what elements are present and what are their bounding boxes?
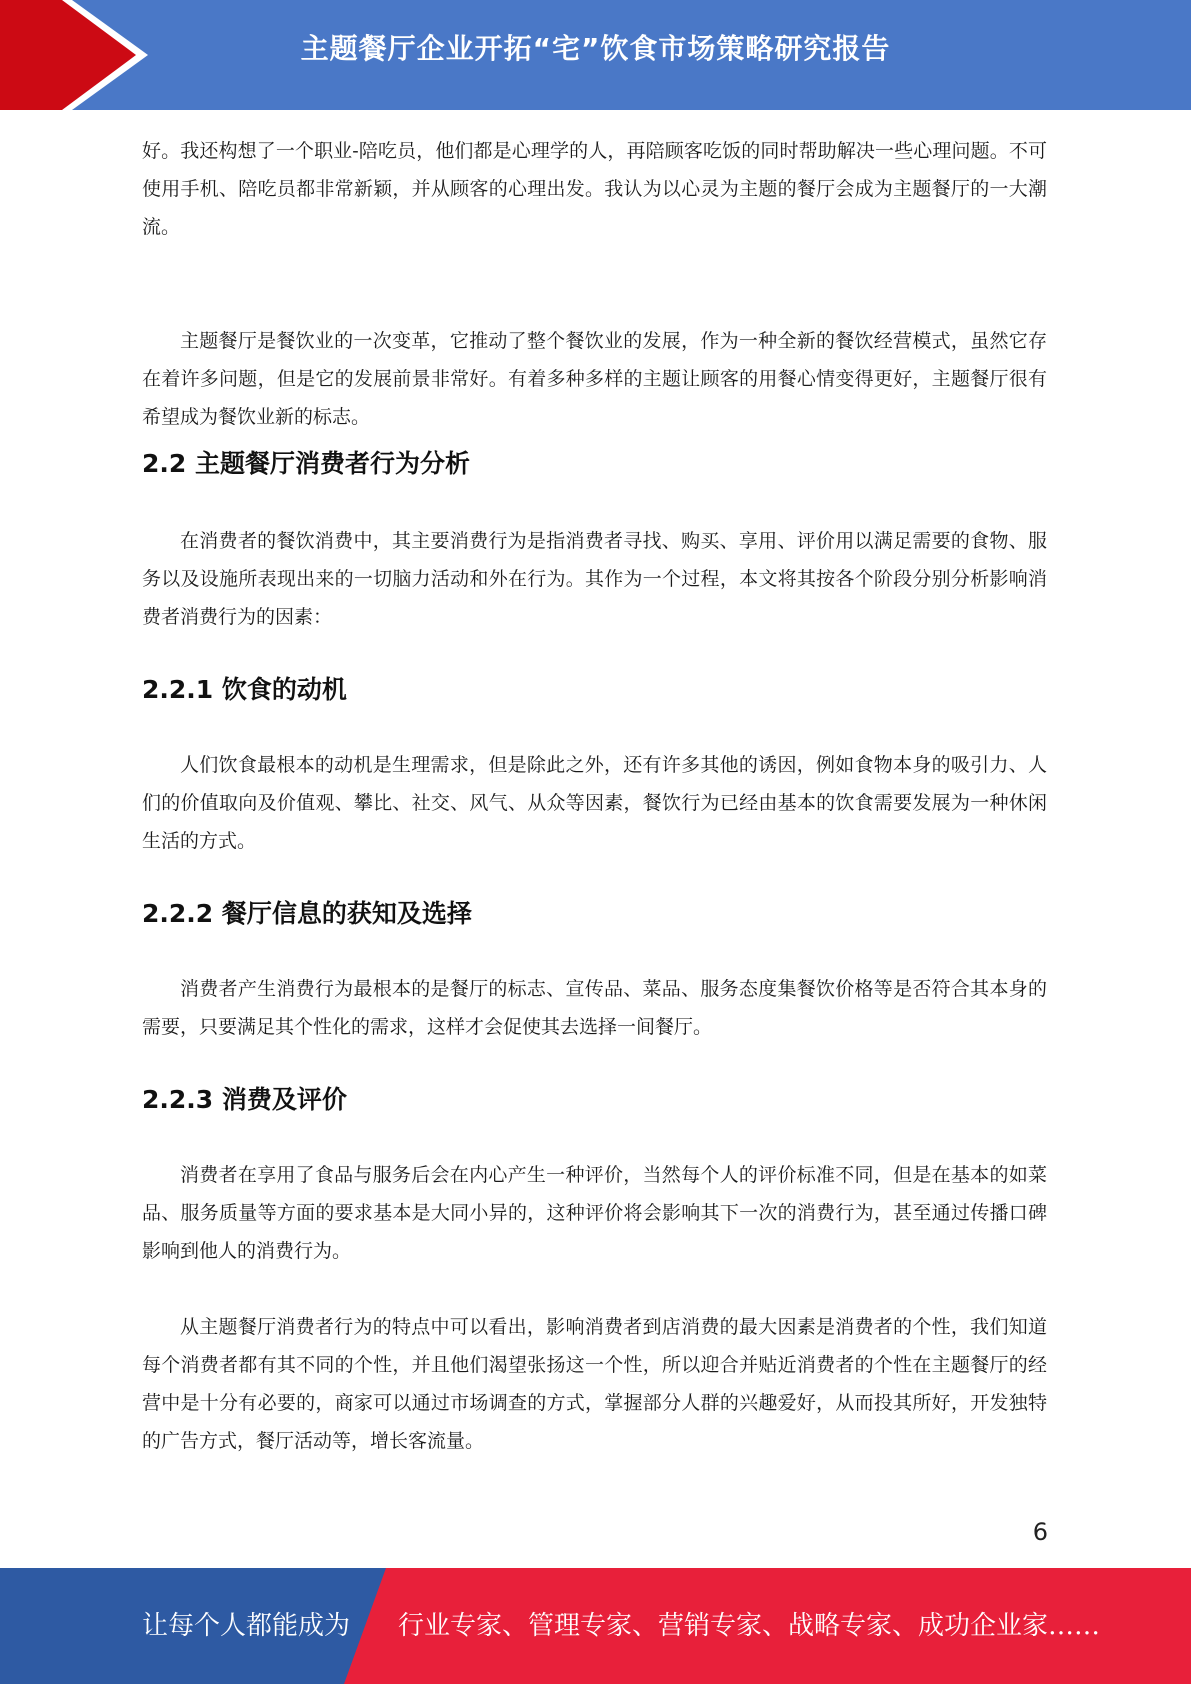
paragraph-continued: 好。我还构想了一个职业-陪吃员，他们都是心理学的人，再陪顾客吃饭的同时帮助解决一些心理问题。不可使用手机、陪吃员都非常新颖，并从顾客的心理出发。我认为以心灵为主题的餐厅会成为主题餐厅的一大潮流。	[142, 140, 1047, 238]
document-body	[142, 132, 1047, 1460]
section-heading-2-2: 2.2 主题餐厅消费者行为分析	[142, 449, 470, 478]
section-heading-2-2-1: 2.2.1 饮食的动机	[142, 675, 347, 704]
footer-slogan-left: 让每个人都能成为	[142, 1611, 351, 1641]
footer-slogan-right: 行业专家、管理专家、营销专家、战略专家、成功企业家……	[398, 1611, 1101, 1641]
page-header	[0, 0, 1191, 110]
section-heading-2-2-3: 2.2.3 消费及评价	[142, 1085, 347, 1114]
section-heading-2-2-2: 2.2.2 餐厅信息的获知及选择	[142, 899, 472, 928]
paragraph: 消费者产生消费行为最根本的是餐厅的标志、宣传品、菜品、服务态度集餐饮价格等是否符合其本身的需要，只要满足其个性化的需求，这样才会促使其去选择一间餐厅。	[142, 978, 1047, 1038]
paragraph: 主题餐厅是餐饮业的一次变革，它推动了整个餐饮业的发展，作为一种全新的餐饮经营模式，虽然它存在着许多问题，但是它的发展前景非常好。有着多种多样的主题让顾客的用餐心情变得更好，主题餐厅很有希望成为餐饮业新的标志。	[142, 330, 1047, 428]
paragraph: 从主题餐厅消费者行为的特点中可以看出，影响消费者到店消费的最大因素是消费者的个性，我们知道每个消费者都有其不同的个性，并且他们渴望张扬这一个性，所以迎合并贴近消费者的个性在主题餐厅的经营中是十分有必要的，商家可以通过市场调查的方式，掌握部分人群的兴趣爱好，从而投其所好，开发独特的广告方式，餐厅活动等，增长客流量。	[142, 1316, 1047, 1452]
paragraph: 人们饮食最根本的动机是生理需求，但是除此之外，还有许多其他的诱因，例如食物本身的吸引力、人们的价值取向及价值观、攀比、社交、风气、从众等因素，餐饮行为已经由基本的饮食需要发展为一种休闲生活的方式。	[142, 754, 1047, 852]
header-red-arrow	[0, 0, 136, 110]
page-number: 6	[1032, 1518, 1048, 1546]
page-footer	[0, 1568, 1191, 1684]
paragraph: 消费者在享用了食品与服务后会在内心产生一种评价，当然每个人的评价标准不同，但是在基本的如菜品、服务质量等方面的要求基本是大同小异的，这种评价将会影响其下一次的消费行为，甚至通过传播口碑影响到他人的消费行为。	[142, 1164, 1047, 1262]
paragraph: 在消费者的餐饮消费中，其主要消费行为是指消费者寻找、购买、享用、评价用以满足需要的食物、服务以及设施所表现出来的一切脑力活动和外在行为。其作为一个过程，本文将其按各个阶段分别分析影响消费者消费行为的因素：	[142, 530, 1047, 628]
header-title: 主题餐厅企业开拓“宅”饮食市场策略研究报告	[300, 32, 891, 65]
